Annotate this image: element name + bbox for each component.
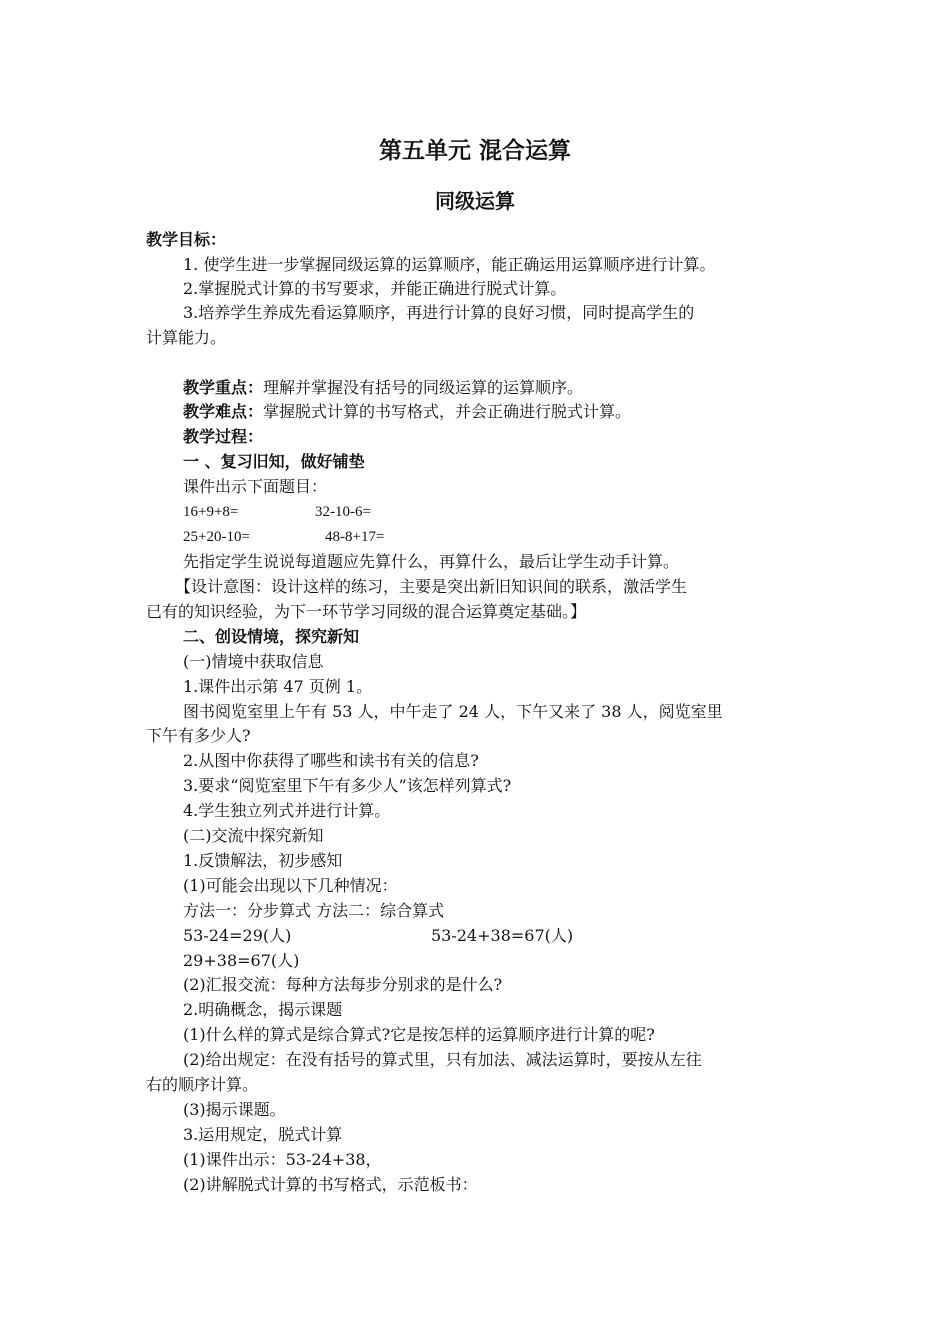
goal-item-3: 3.培养学生养成先看运算顺序，再进行计算的良好习惯，同时提高学生的: [183, 303, 695, 322]
section2b-line-2: 2.明确概念，揭示课题: [183, 1000, 343, 1019]
key-point: [183, 376, 583, 400]
section2-line-11: 方法一：分步算式 方法二：综合算式: [183, 901, 445, 920]
exercise-4: 48-8+17=: [325, 529, 385, 545]
difficulty: [183, 400, 631, 424]
design-intent-2: 已有的知识经验，为下一环节学习同级的混合运算奠定基础。】: [146, 602, 587, 621]
goal-item-3-cont: 计算能力。: [146, 328, 227, 347]
difficulty-label: 教学难点：: [183, 402, 264, 421]
section2b-line-3: (1)什么样的算式是综合算式?它是按怎样的运算顺序进行计算的呢?: [183, 1025, 655, 1044]
goals-heading: 教学目标：: [146, 230, 227, 249]
calc-step-1: 53-24=29(人): [183, 926, 292, 945]
page-subtitle: 同级运算: [435, 189, 515, 213]
section2-line-2: 1.课件出示第 47 页例 1。: [183, 677, 373, 696]
exercise-3: 25+20-10=: [183, 529, 250, 545]
section1-intro: 课件出示下面题目：: [183, 477, 328, 496]
section2-line-1: (一)情境中获取信息: [183, 652, 324, 671]
section2b-line-7: 3.运用规定，脱式计算: [183, 1125, 343, 1144]
goal-item-1: 1. 使学生进一步掌握同级运算的运算顺序，能正确运用运算顺序进行计算。: [183, 255, 716, 274]
difficulty-text: 掌握脱式计算的书写格式，并会正确进行脱式计算。: [263, 402, 632, 421]
process-heading: 教学过程：: [183, 427, 264, 446]
goal-item-2: 2.掌握脱式计算的书写要求，并能正确进行脱式计算。: [183, 279, 567, 298]
exercise-2: 32-10-6=: [315, 504, 371, 520]
section1-line1: 先指定学生说说每道题应先算什么，再算什么，最后让学生动手计算。: [183, 552, 680, 571]
key-point-text: 理解并掌握没有括号的同级运算的运算顺序。: [263, 378, 584, 397]
section2-line-5: 2.从图中你获得了哪些和读书有关的信息?: [183, 751, 479, 770]
section2b-line-1: (2)汇报交流：每种方法每步分别求的是什么?: [183, 975, 503, 994]
section2-line-10: (1)可能会出现以下几种情况：: [183, 876, 398, 895]
section2b-line-8: (1)课件出示：53-24+38，: [183, 1150, 382, 1169]
section1-heading: 一 、复习旧知，做好铺垫: [183, 452, 365, 471]
section2b-line-9: (2)讲解脱式计算的书写格式，示范板书：: [183, 1175, 478, 1194]
section2-line-8: (二)交流中探究新知: [183, 826, 324, 845]
key-point-label: 教学重点：: [183, 378, 264, 397]
section2b-line-4: (2)给出规定：在没有括号的算式里，只有加法、减法运算时，要按从左往: [183, 1050, 702, 1069]
section2-line-6: 3.要求“阅览室里下午有多少人”该怎样列算式?: [183, 776, 512, 795]
section2-heading: 二、创设情境，探究新知: [183, 627, 360, 646]
design-intent-1: 【设计意图：设计这样的练习，主要是突出新旧知识间的联系，激活学生: [175, 577, 688, 596]
section2-line-9: 1.反馈解法，初步感知: [183, 851, 343, 870]
calc-step-2: 29+38=67(人): [183, 951, 300, 970]
section2-line-3: 图书阅览室里上午有 53 人，中午走了 24 人，下午又来了 38 人，阅览室里: [183, 702, 723, 721]
section2b-line-5: 右的顺序计算。: [146, 1075, 259, 1094]
page-title: 第五单元 混合运算: [378, 138, 571, 164]
calc-combined: 53-24+38=67(人): [431, 926, 574, 945]
section2b-line-6: (3)揭示课题。: [183, 1100, 286, 1119]
section2-line-4: 下午有多少人?: [146, 726, 251, 745]
section2-line-7: 4.学生独立列式并进行计算。: [183, 801, 391, 820]
exercise-1: 16+9+8=: [183, 504, 239, 520]
